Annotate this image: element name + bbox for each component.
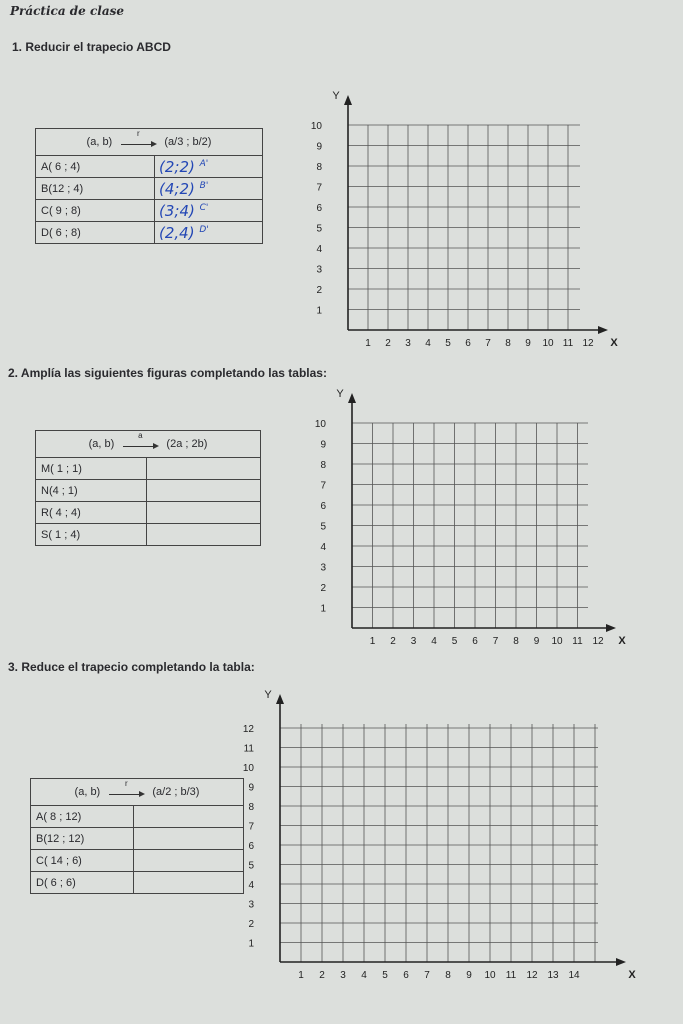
exercise-3-question: 3. Reduce el trapecio completando la tabla: xyxy=(8,660,255,674)
handwritten-mark: B' xyxy=(199,180,209,191)
y-tick-label: 12 xyxy=(242,724,254,735)
x-tick-label: 10 xyxy=(542,338,554,349)
y-tick-label: 5 xyxy=(320,521,326,533)
x-tick-label: 2 xyxy=(319,970,325,981)
y-tick-label: 5 xyxy=(316,223,322,235)
y-tick-label: 3 xyxy=(320,562,326,574)
x-tick-label: 11 xyxy=(505,970,517,981)
y-axis-label: Y xyxy=(332,90,340,102)
x-tick-label: 1 xyxy=(298,970,304,981)
x-tick-label: 6 xyxy=(403,970,409,981)
y-tick-label: 6 xyxy=(316,203,322,214)
handwritten-answer: (3;4) xyxy=(159,201,195,220)
point-cell: S( 1 ; 4) xyxy=(36,524,147,546)
y-axis-arrow-icon xyxy=(276,694,284,704)
arrow-operator: r xyxy=(136,129,140,138)
x-tick-label: 10 xyxy=(551,636,563,647)
point-cell: B(12 ; 12) xyxy=(31,828,134,850)
x-tick-label: 4 xyxy=(431,636,437,647)
y-tick-label: 8 xyxy=(320,460,326,471)
x-tick-label: 12 xyxy=(592,636,604,647)
point-cell: R( 4 ; 4) xyxy=(36,502,147,524)
x-tick-label: 5 xyxy=(382,970,388,981)
x-tick-label: 7 xyxy=(485,338,491,349)
y-tick-label: 2 xyxy=(248,919,254,930)
x-tick-label: 8 xyxy=(513,636,519,647)
x-axis-label: X xyxy=(610,337,618,349)
handwritten-answer: (2;2) xyxy=(159,157,195,176)
y-tick-label: 1 xyxy=(316,305,322,317)
y-tick-label: 1 xyxy=(248,938,254,950)
point-cell: M( 1 ; 1) xyxy=(36,458,147,480)
y-tick-label: 9 xyxy=(316,141,322,153)
handwritten-mark: C' xyxy=(199,202,209,213)
x-tick-label: 9 xyxy=(525,338,531,349)
y-tick-label: 8 xyxy=(248,802,254,813)
y-tick-label: 9 xyxy=(248,782,254,794)
y-tick-label: 2 xyxy=(316,285,322,296)
handwritten-mark: A' xyxy=(199,158,209,169)
y-tick-label: 6 xyxy=(248,841,254,852)
x-tick-label: 9 xyxy=(466,970,472,981)
y-tick-label: 6 xyxy=(320,501,326,512)
y-tick-label: 5 xyxy=(248,860,254,872)
point-cell: D( 6 ; 6) xyxy=(31,872,134,894)
y-tick-label: 1 xyxy=(320,603,326,615)
header-output: (a/3 ; b/2) xyxy=(164,136,212,148)
point-cell: C( 9 ; 8) xyxy=(36,200,155,222)
x-tick-label: 7 xyxy=(492,636,499,647)
x-tick-label: 12 xyxy=(582,338,594,349)
y-tick-label: 8 xyxy=(316,162,322,173)
x-tick-label: 11 xyxy=(562,338,574,349)
worksheet-title: Práctica de clase xyxy=(10,4,125,18)
point-cell: A( 8 ; 12) xyxy=(31,806,134,828)
y-tick-label: 2 xyxy=(320,583,326,594)
x-tick-label: 12 xyxy=(526,970,538,981)
arrow-operator: r xyxy=(124,779,128,788)
y-tick-label: 4 xyxy=(320,542,326,553)
x-tick-label: 6 xyxy=(472,636,478,647)
y-tick-label: 7 xyxy=(316,182,322,194)
y-tick-label: 4 xyxy=(248,880,254,891)
x-tick-label: 1 xyxy=(365,338,371,349)
x-axis-arrow-icon xyxy=(616,958,626,966)
header-output: (a/2 ; b/3) xyxy=(152,786,200,798)
x-tick-label: 3 xyxy=(405,338,411,349)
y-tick-label: 3 xyxy=(316,264,322,276)
y-axis-label: Y xyxy=(336,388,344,400)
x-tick-label: 11 xyxy=(572,636,583,647)
x-tick-label: 3 xyxy=(410,636,417,647)
point-cell: C( 14 ; 6) xyxy=(31,850,134,872)
header-input: (a, b) xyxy=(88,438,115,450)
point-cell: A( 6 ; 4) xyxy=(36,156,155,178)
y-tick-label: 11 xyxy=(243,743,254,755)
y-tick-label: 10 xyxy=(310,121,322,132)
x-tick-label: 8 xyxy=(505,338,511,349)
x-tick-label: 13 xyxy=(547,970,559,981)
y-tick-label: 4 xyxy=(316,244,322,255)
arrow-operator: a xyxy=(138,431,143,440)
x-tick-label: 1 xyxy=(369,636,376,647)
handwritten-mark: D' xyxy=(199,224,209,235)
x-axis-label: X xyxy=(618,635,626,647)
x-tick-label: 5 xyxy=(445,338,451,349)
exercise-2-question: 2. Amplía las siguientes figuras completando las tablas: xyxy=(8,366,327,380)
x-tick-label: 14 xyxy=(568,970,580,981)
x-tick-label: 4 xyxy=(425,338,431,349)
x-tick-label: 4 xyxy=(361,970,367,981)
x-tick-label: 6 xyxy=(465,338,471,349)
y-tick-label: 7 xyxy=(320,480,326,492)
x-tick-label: 7 xyxy=(424,970,430,981)
x-tick-label: 9 xyxy=(533,636,540,647)
y-axis-label: Y xyxy=(264,689,272,701)
x-tick-label: 2 xyxy=(385,338,391,349)
x-tick-label: 2 xyxy=(390,636,396,647)
point-cell: D( 6 ; 8) xyxy=(36,222,155,244)
x-tick-label: 5 xyxy=(451,636,458,647)
y-tick-label: 10 xyxy=(314,419,326,430)
handwritten-answer: (2,4) xyxy=(159,223,195,242)
header-input: (a, b) xyxy=(74,786,101,798)
y-tick-label: 7 xyxy=(248,821,254,833)
y-tick-label: 10 xyxy=(242,763,254,774)
point-cell: B(12 ; 4) xyxy=(36,178,155,200)
header-input: (a, b) xyxy=(86,136,113,148)
y-tick-label: 9 xyxy=(320,439,326,451)
x-axis-label: X xyxy=(628,969,636,981)
exercise-1-question: 1. Reducir el trapecio ABCD xyxy=(12,40,171,54)
point-cell: N(4 ; 1) xyxy=(36,480,147,502)
header-output: (2a ; 2b) xyxy=(166,438,208,450)
x-tick-label: 10 xyxy=(484,970,496,981)
y-tick-label: 3 xyxy=(248,899,254,911)
x-tick-label: 8 xyxy=(445,970,451,981)
x-tick-label: 3 xyxy=(340,970,346,981)
handwritten-answer: (4;2) xyxy=(159,179,195,198)
